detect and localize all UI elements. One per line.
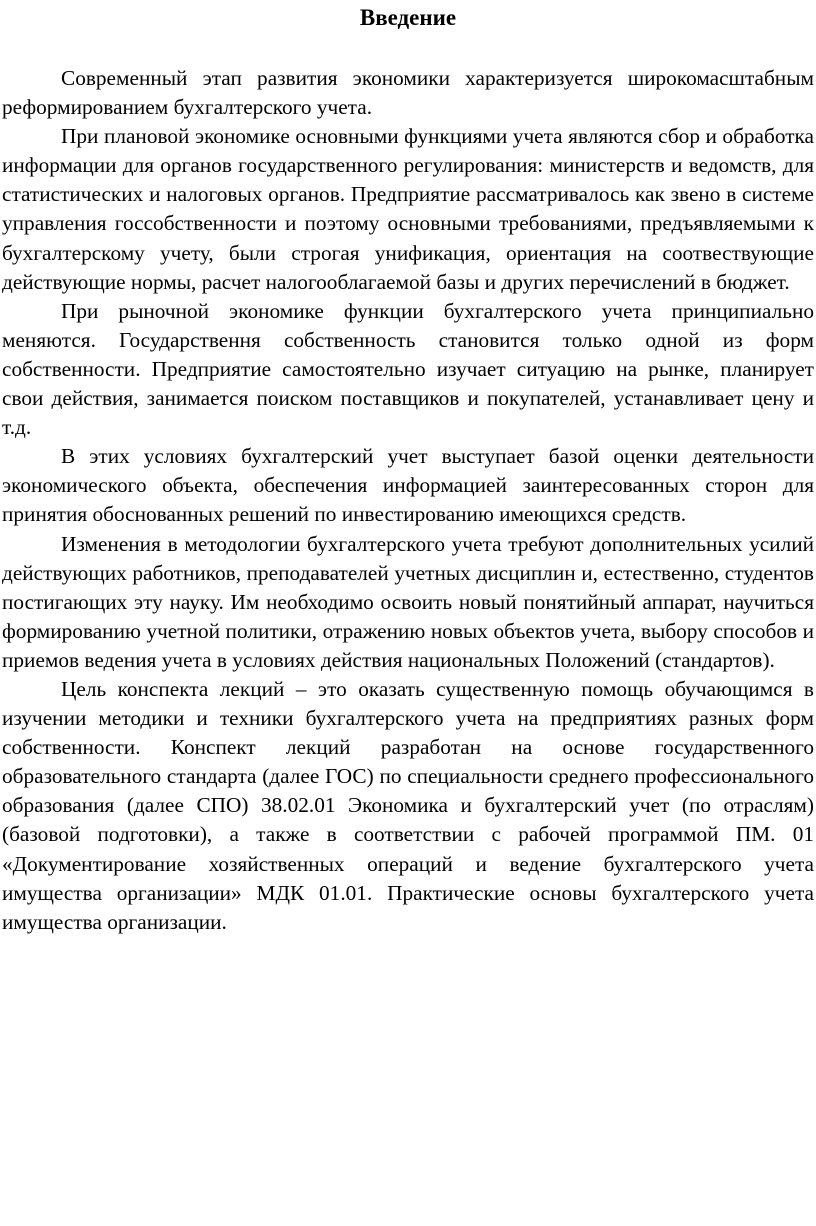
document-body [2, 64, 814, 937]
paragraph-5: Изменения в методологии бухгалтерского учета требуют дополнительных усилий действующих работников, преподавателей учетных дисциплин и, естественно, студентов постигающих эту науку. Им необходимо освоить новый понятийный аппарат, научиться формированию учетной политики, отражению новых объектов учета, выбору способов и приемов ведения учета в условиях действия национальных Положений (стандартов). [2, 531, 814, 672]
document-title: Введение [359, 5, 457, 30]
paragraph-4: В этих условиях бухгалтерский учет выступает базой оценки деятельности экономического объекта, обеспечения информацией заинтересованных сторон для принятия обоснованных решений по инвестированию имеющихся средств. [2, 444, 814, 527]
paragraph-6: Цель конспекта лекций – это оказать существенную помощь обучающимся в изучении методики и техники бухгалтерского учета на предприятиях разных форм собственности. Конспект лекций разработан на основе государственного образовательного стандарта (далее ГОС) по специальности среднего профессионального образования (далее СПО) 38.02.01 Экономика и бухгалтерский учет (по отраслям) (базовой подготовки), а также в соответствии с рабочей программой ПМ. 01 «Документирование хозяйственных операций и ведение бухгалтерского учета имущества организации» МДК 01.01. Практические основы бухгалтерского учета имущества организации. [2, 676, 814, 934]
paragraph-2: При плановой экономике основными функциями учета являются сбор и обработка информации для органов государственного регулирования: министерств и ведомств, для статистических и налоговых органов. Предприятие рассматривалось как звено в системе управления госсобственности и поэтому основными требованиями, предъявляемыми к бухгалтерскому учету, были строгая унификация, ориентация на соотвествующие действующие нормы, расчет налогооблагаемой базы и других перечислений в бюджет. [2, 124, 814, 294]
paragraph-3: При рыночной экономике функции бухгалтерского учета принципиально меняются. Государствення собственность становится только одной из форм собственности. Предприятие самостоятельно изучает ситуацию на рынке, планирует свои действия, занимается поиском поставщиков и покупателей, устанавливает цену и т.д. [2, 298, 814, 440]
paragraph-1: Современный этап развития экономики характеризуется широкомасштабным реформированием бухгалтерского учета. [2, 66, 814, 120]
